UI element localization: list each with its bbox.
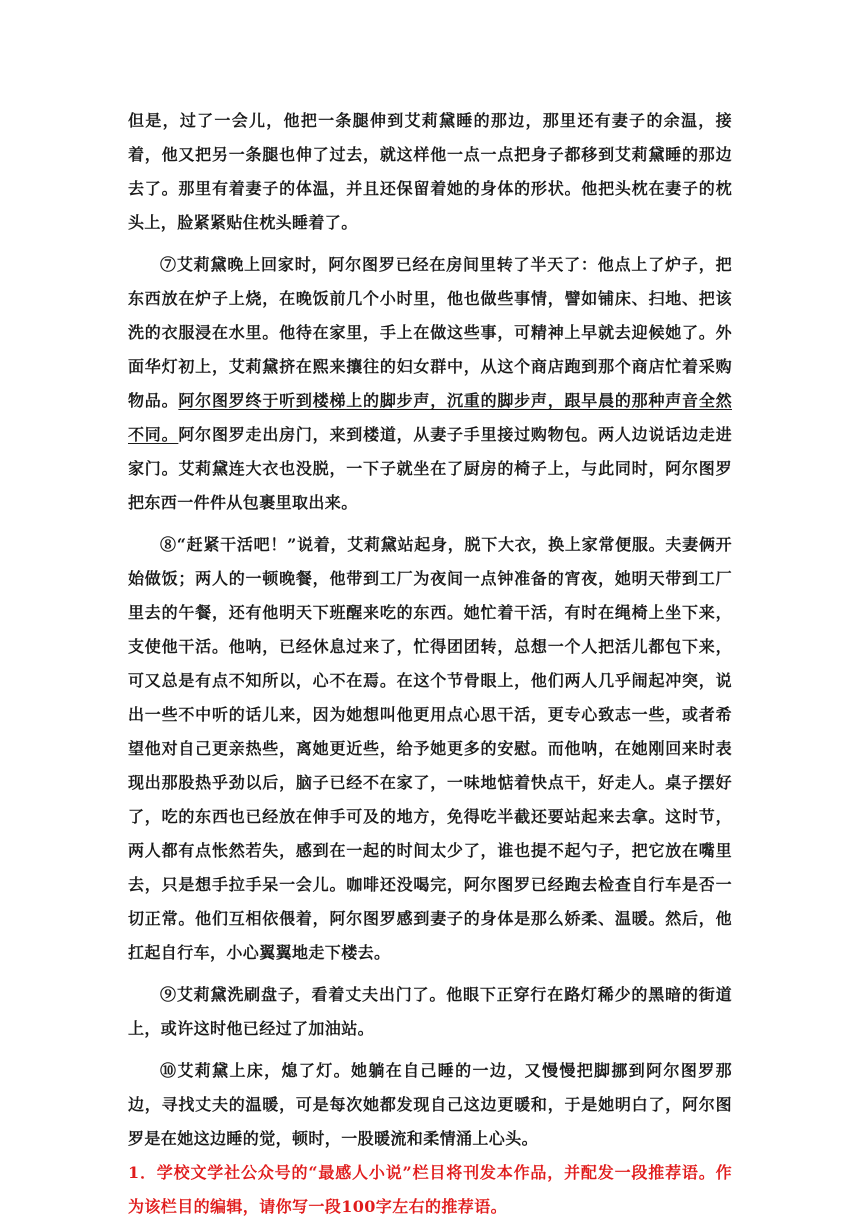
paragraph-7 <box>128 248 732 520</box>
question-1: 1．学校文学社公众号的“最感人小说”栏目将刊发本作品，并配发一段推荐语。作为该栏目的编辑，请你写一段100字左右的推荐语。 <box>128 1163 732 1216</box>
paragraph-7-text-end: 阿尔图罗走出房门，来到楼道，从妻子手里接过购物包。两人边说话边走进家门。艾莉黛连大衣也没脱，一下子就坐在了厨房的椅子上，与此同时，阿尔图罗把东西一件件从包裹里取出来。 <box>128 425 733 512</box>
paragraph-10: ⑩艾莉黛上床，熄了灯。她躺在自己睡的一边，又慢慢把脚挪到阿尔图罗那边，寻找丈夫的温暖，可是每次她都发现自己这边更暖和，于是她明白了，阿尔图罗是在她这边睡的觉，顿时，一股暖流和柔情涌上心头。 <box>128 1061 732 1148</box>
paragraph-8: ⑧“赶紧干活吧！”说着，艾莉黛站起身，脱下大衣，换上家常便服。夫妻俩开始做饭；两人的一顿晚餐，他带到工厂为夜间一点钟准备的宵夜，她明天带到工厂里去的午餐，还有他明天下班醒来吃的东西。她忙着干活，有时在绳椅上坐下来，支使他干活。他呐，已经休息过来了，忙得团团转，总想一个人把活儿都包下来，可又总是有点不知所以，心不在焉。在这个节骨眼上，他们两人几乎闹起冲突，说出一些不中听的话儿来，因为她想叫他更用点心思干活，更专心致志一些，或者希望他对自己更亲热些，离她更近些，给予她更多的安慰。而他呐，在她刚回来时表现出那股热乎劲以后，脑子已经不在家了，一味地惦着快点干，好走人。桌子摆好了，吃的东西也已经放在伸手可及的地方，免得吃半截还要站起来去拿。这时节，两人都有点怅然若失，感到在一起的时间太少了，谁也提不起勺子，把它放在嘴里去，只是想手拉手呆一会儿。咖啡还没喝完，阿尔图罗已经跑去检查自行车是否一切正常。他们互相依偎着，阿尔图罗感到妻子的身体是那么娇柔、温暖。然后，他扛起自行车，小心翼翼地走下楼去。 <box>128 535 732 962</box>
paragraph-continued: 但是，过了一会儿，他把一条腿伸到艾莉黛睡的那边，那里还有妻子的余温，接着，他又把另一条腿也伸了过去，就这样他一点一点把身子都移到艾莉黛睡的那边去了。那里有着妻子的体温，并且还保留着她的身体的形状。他把头枕在妻子的枕头上，脸紧紧贴住枕头睡着了。 <box>128 111 732 232</box>
paragraph-7-text-start: ⑦艾莉黛晚上回家时，阿尔图罗已经在房间里转了半天了：他点上了炉子，把东西放在炉子上烧，在晚饭前几个小时里，他也做些事情，譬如铺床、扫地、把该洗的衣服浸在水里。他待在家里，手上在做这些事，可精神上早就去迎候她了。外面华灯初上，艾莉黛挤在熙来攘往的妇女群中，从这个商店跑到那个商店忙着采购物品。 <box>128 255 732 410</box>
underlined-sentence: 阿尔图罗终于听到楼梯上的脚步声，沉重的脚步声，跟早晨的那种声音全然不同。 <box>128 391 733 444</box>
paragraph-9: ⑨艾莉黛洗刷盘子，看着丈夫出门了。他眼下正穿行在路灯稀少的黑暗的街道上，或许这时他已经过了加油站。 <box>128 985 732 1038</box>
